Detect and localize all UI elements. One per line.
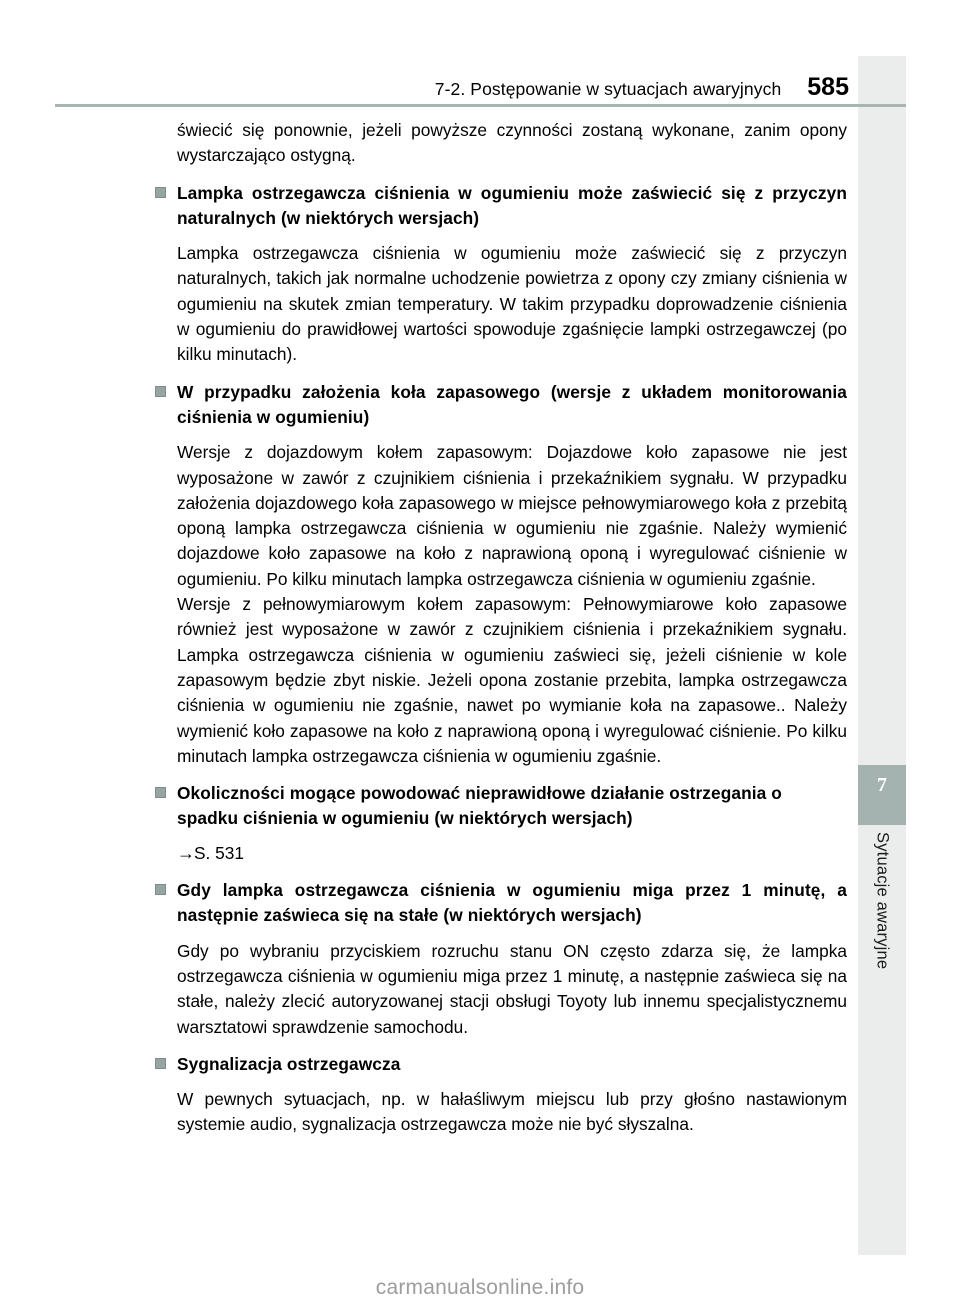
section-paragraph: Wersje z dojazdowym kołem zapasowym: Dojazdowe koło zapasowe nie jest wyposażone w zawór z czujnikiem ciśnienia i przekaźnikiem sygnału. W przypadku założenia dojazdowego koła zapasowego w miejsce pełnowymiarowego koła z przebitą oponą lampka ostrzegawcza ciśnienia w ogumieniu nie zgaśnie. Należy wymienić dojazdowe koło zapasowe na koło z naprawioną oponą i wyregulować ciśnienie w ogumieniu. Po kilku minutach lampka ostrzegawcza ciśnienia w ogumieniu zgaśnie.	[177, 442, 847, 589]
section-paragraph: Gdy po wybraniu przyciskiem rozruchu stanu ON często zdarza się, że lampka ostrzegawcza ciśnienia w ogumieniu miga przez 1 minutę, a następnie zaświeca się na stałe, należy zlecić autoryzowanej stacji obsługi Toyoty lub innemu specjalistycznemu warsztatowi sprawdzenie samochodu.	[177, 940, 847, 1037]
section-heading: W przypadku założenia koła zapasowego (wersje z układem monitorowania ciśnienia w ogumieniu)	[177, 381, 847, 427]
section-block	[155, 181, 847, 232]
section-block	[155, 781, 847, 832]
site-watermark: carmanualsonline.info	[375, 1276, 585, 1299]
chapter-tab	[858, 765, 906, 825]
square-bullet-icon	[155, 187, 166, 198]
chapter-tab-number: 7	[877, 774, 887, 796]
section-paragraph: Lampka ostrzegawcza ciśnienia w ogumieniu może zaświecić się z przyczyn naturalnych, takich jak normalne uchodzenie powietrza z opony czy zmiany ciśnienia w ogumieniu na skutek zmian temperatury. W takim przypadku doprowadzenie ciśnienia w ogumieniu do prawidłowej wartości spowoduje zgaśnięcie lampki ostrzegawczej (po kilku minutach).	[177, 243, 847, 365]
page-content	[155, 118, 847, 1138]
page-reference[interactable]	[177, 841, 847, 866]
square-bullet-icon	[155, 787, 166, 798]
section-block	[155, 1052, 847, 1077]
arrow-right-icon: →	[177, 842, 194, 863]
page-header	[55, 70, 849, 100]
section-paragraph: W pewnych sytuacjach, np. w hałaśliwym miejscu lub przy głośno nastawionym systemie audio, sygnalizacja ostrzegawcza może nie być słyszalna.	[177, 1089, 847, 1135]
section-heading: Sygnalizacja ostrzegawcza	[177, 1053, 401, 1074]
intro-paragraph: świecić się ponownie, jeżeli powyższe czynności zostaną wykonane, zanim opony wystarczająco ostygną.	[177, 120, 847, 166]
header-section-title: 7-2. Postępowanie w sytuacjach awaryjnych	[434, 79, 782, 99]
right-side-band	[858, 56, 906, 1255]
square-bullet-icon	[155, 1058, 166, 1069]
page-number: 585	[807, 73, 849, 102]
chapter-tab-label-text: Sytuacje awaryjne	[873, 832, 892, 970]
square-bullet-icon	[155, 386, 166, 397]
section-block	[155, 878, 847, 929]
section-heading: Okoliczności mogące powodować nieprawidłowe działanie ostrzegania o spadku ciśnienia w ogumieniu (w niektórych wersjach)	[177, 783, 782, 829]
section-heading: Lampka ostrzegawcza ciśnienia w ogumieniu może zaświecić się z przyczyn naturalnych (w niektórych wersjach)	[177, 182, 847, 228]
page-reference-target: S. 531	[194, 842, 244, 863]
header-divider	[55, 104, 906, 107]
section-paragraph: Wersje z pełnowymiarowym kołem zapasowym: Pełnowymiarowe koło zapasowe również jest wyposażone w zawór z czujnikiem ciśnienia i przekaźnikiem sygnału. Lampka ostrzegawcza ciśnienia w ogumieniu zaświeci się, jeżeli ciśnienie w kole zapasowym będzie zbyt niskie. Jeżeli opona zostanie przebita, lampka ostrzegawcza ciśnienia w ogumieniu nie zgaśnie, nawet po wymianie koła na zapasowe.. Należy wymienić koło zapasowe na koło z naprawioną oponą i wyregulować ciśnienie. Po kilku minutach lampka ostrzegawcza ciśnienia w ogumieniu zgaśnie.	[177, 594, 847, 766]
square-bullet-icon	[155, 884, 166, 895]
section-block	[155, 380, 847, 431]
chapter-tab-label	[858, 832, 906, 1062]
section-heading: Gdy lampka ostrzegawcza ciśnienia w ogumieniu miga przez 1 minutę, a następnie zaświeca się na stałe (w niektórych wersjach)	[177, 880, 847, 926]
